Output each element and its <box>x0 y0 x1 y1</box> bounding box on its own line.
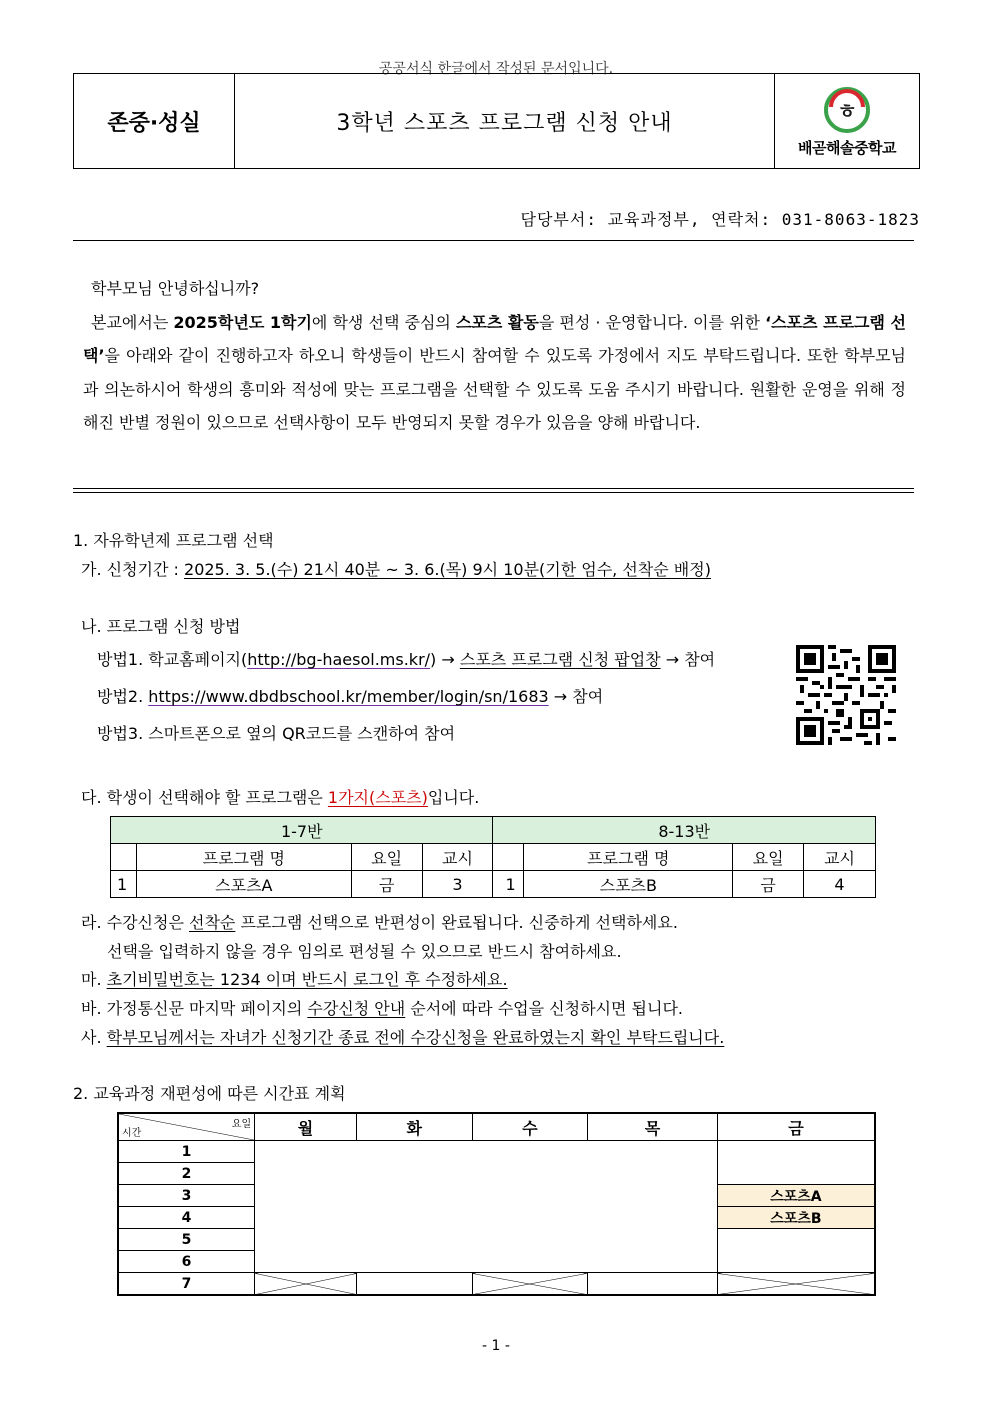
double-divider <box>73 488 914 493</box>
method-3: 방법3. 스마트폰으로 옆의 QR코드를 스캔하여 참여 <box>97 724 456 743</box>
day-header-mon: 월 <box>255 1113 357 1141</box>
note-sa: 사. 학부모님께서는 자녀가 신청기간 종료 전에 수강신청을 완료하였는지 확인 부탁드립니다. <box>81 1028 725 1047</box>
header-box <box>73 73 920 169</box>
group-header-left: 1-7반 <box>111 817 493 844</box>
empty-cell <box>588 1273 718 1296</box>
greeting: 학부모님 안녕하십니까? <box>91 279 260 298</box>
empty-cell <box>356 1273 472 1296</box>
header-program-name: 프로그램 명 <box>524 844 733 871</box>
day-header-fri: 금 <box>717 1113 875 1141</box>
period-label: 3 <box>118 1185 255 1207</box>
school-emblem-icon <box>815 85 879 135</box>
note-ma: 마. 초기비밀번호는 1234 이며 반드시 로그인 후 수정하세요. <box>81 970 508 989</box>
qr-code-icon[interactable] <box>796 645 896 745</box>
section1-title: 1. 자유학년제 프로그램 선택 <box>73 531 274 550</box>
school-motto: 존중·성실 <box>74 74 235 168</box>
crossed-cell <box>255 1273 357 1296</box>
day-header-tue: 화 <box>356 1113 472 1141</box>
period-label: 2 <box>118 1163 255 1185</box>
program-period: 4 <box>804 871 876 898</box>
method-title: 나. 프로그램 신청 방법 <box>81 617 241 636</box>
program-name: 스포츠A <box>136 871 351 898</box>
timetable <box>117 1112 876 1296</box>
program-name: 스포츠B <box>524 871 733 898</box>
note-ra: 라. 수강신청은 선착순 프로그램 선택으로 반편성이 완료됩니다. 신중하게 선택하세요. <box>81 913 678 932</box>
dbdbschool-link[interactable]: https://www.dbdbschool.kr/member/login/sn/1683 <box>148 687 549 706</box>
department-contact: 담당부서: 교육과정부, 연락처: 031-8063-1823 <box>520 210 920 229</box>
group-header-right: 8-13반 <box>493 817 876 844</box>
program-day: 금 <box>351 871 422 898</box>
header-blank <box>111 844 137 871</box>
school-homepage-link[interactable]: http://bg-haesol.ms.kr/ <box>247 650 431 669</box>
page-number: - 1 - <box>482 1338 510 1354</box>
period-label: 6 <box>118 1251 255 1273</box>
program-day: 금 <box>733 871 804 898</box>
program-table <box>110 816 876 898</box>
method-1: 방법1. 학교홈페이지(http://bg-haesol.ms.kr/) → 스포츠 프로그램 신청 팝업창 → 참여 <box>97 650 716 669</box>
crossed-cell <box>717 1273 875 1296</box>
day-header-thu: 목 <box>588 1113 718 1141</box>
fri-p4-sports-b: 스포츠B <box>717 1207 875 1229</box>
fri-p5-6 <box>717 1229 875 1273</box>
header-day: 요일 <box>351 844 422 871</box>
period-label: 5 <box>118 1229 255 1251</box>
timetable-corner: 요일 시간 <box>118 1113 255 1141</box>
intro-paragraph: 본교에서는 2025학년도 1학기에 학생 선택 중심의 스포츠 활동을 편성 · 운영합니다. 이를 위한 ‘스포츠 프로그램 선택’을 아래와 같이 진행하고자 하오니 학생들이 반드시 참여할 수 있도록 가정에서 지도 부탁드립니다. 또한 학부모님과 의논하시어 학생의 흥미와 적성에 맞는 프로그램을 선택할 수 있도록 도움 주시기 바랍니다. 원활한 운영을 위해 정해진 반별 정원이 있으므로 선택사항이 모두 반영되지 못할 경우가 있음을 양해 바랍니다. <box>83 312 906 432</box>
note-ra-2: 선택을 입력하지 않을 경우 임의로 편성될 수 있으므로 반드시 참여하세요. <box>107 942 622 961</box>
crossed-cell <box>472 1273 588 1296</box>
mon-thu-block <box>255 1141 718 1273</box>
fri-p3-sports-a: 스포츠A <box>717 1185 875 1207</box>
header-blank <box>493 844 524 871</box>
divider <box>73 240 914 241</box>
section2-title: 2. 교육과정 재편성에 따른 시간표 계획 <box>73 1084 346 1103</box>
table-row <box>111 871 876 898</box>
row-number: 1 <box>493 871 524 898</box>
selection-note: 다. 학생이 선택해야 할 프로그램은 1가지(스포츠)입니다. <box>81 788 480 807</box>
document-title: 3학년 스포츠 프로그램 신청 안내 <box>336 110 673 136</box>
school-name: 배곧해솔중학교 <box>798 138 896 157</box>
application-period: 가. 신청기간 : 2025. 3. 5.(수) 21시 40분 ~ 3. 6.(목) 9시 10분(기한 엄수, 선착순 배정) <box>81 560 711 579</box>
top-note: 공공서식 한글에서 작성된 문서입니다. <box>378 61 614 77</box>
day-header-wed: 수 <box>472 1113 588 1141</box>
fri-p1-2 <box>717 1141 875 1185</box>
period-label: 7 <box>118 1273 255 1296</box>
method-2: 방법2. https://www.dbdbschool.kr/member/login/sn/1683 → 참여 <box>97 687 604 706</box>
school-logo <box>774 74 919 168</box>
note-ba: 바. 가정통신문 마지막 페이지의 수강신청 안내 순서에 따라 수업을 신청하시면 됩니다. <box>81 999 683 1018</box>
program-period: 3 <box>422 871 493 898</box>
header-program-name: 프로그램 명 <box>136 844 351 871</box>
header-period: 교시 <box>422 844 493 871</box>
period-label: 1 <box>118 1141 255 1163</box>
intro-letter <box>83 272 906 440</box>
header-day: 요일 <box>733 844 804 871</box>
svg-text:ㅎ: ㅎ <box>837 98 857 123</box>
row-number: 1 <box>111 871 137 898</box>
header-period: 교시 <box>804 844 876 871</box>
period-label: 4 <box>118 1207 255 1229</box>
